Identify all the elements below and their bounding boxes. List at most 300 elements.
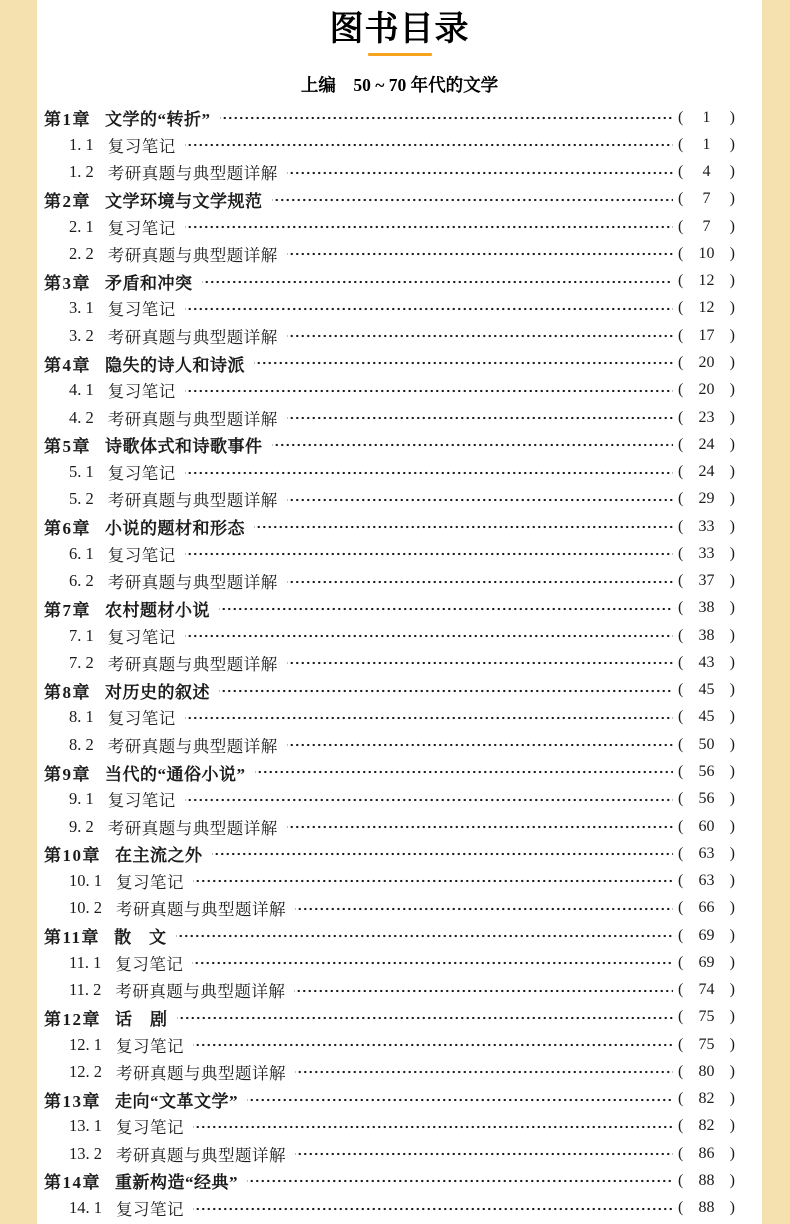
close-paren: ) — [729, 681, 735, 699]
close-paren: ) — [729, 463, 735, 481]
page-number — [678, 218, 735, 236]
toc-row-chapter — [44, 922, 735, 949]
page-number — [678, 681, 735, 699]
left-page-border — [0, 0, 37, 1224]
section-title: 复习笔记 — [116, 1036, 184, 1056]
section-title: 考研真题与典型题详解 — [107, 164, 278, 184]
section-number: 11. 2 — [69, 980, 102, 1000]
section-title: 考研真题与典型题详解 — [116, 900, 286, 920]
page-number — [678, 1145, 735, 1163]
open-paren: ( — [678, 463, 684, 481]
page-value: 45 — [698, 681, 715, 699]
section-number: 3. 2 — [69, 325, 94, 345]
dotted-leader — [193, 1113, 673, 1140]
section-number: 13. 1 — [69, 1116, 102, 1136]
close-paren: ) — [729, 354, 735, 372]
dotted-leader — [247, 1167, 673, 1194]
open-paren: ( — [678, 435, 684, 453]
open-paren: ( — [678, 108, 684, 126]
section-title: 考研真题与典型题详解 — [107, 736, 278, 756]
toc-row-section — [44, 977, 735, 1004]
page-number — [678, 327, 735, 345]
page-number — [678, 954, 735, 972]
page-number — [678, 790, 735, 808]
dotted-leader — [255, 758, 674, 785]
close-paren: ) — [729, 108, 735, 126]
close-paren: ) — [729, 653, 735, 671]
chapter-title: 农村题材小说 — [105, 600, 210, 620]
section-number: 13. 2 — [69, 1143, 102, 1163]
page-value: 23 — [698, 408, 715, 426]
open-paren: ( — [678, 490, 684, 508]
dotted-leader — [212, 840, 674, 867]
section-number: 5. 2 — [69, 489, 94, 509]
open-paren: ( — [678, 817, 684, 835]
toc-row-section — [44, 240, 735, 267]
section-title: 考研真题与典型题详解 — [116, 1145, 286, 1165]
open-paren: ( — [678, 844, 684, 862]
page-value: 43 — [698, 653, 715, 671]
toc-row-chapter — [44, 1167, 735, 1194]
page-number — [678, 763, 735, 781]
dotted-leader — [185, 213, 673, 240]
page-value: 63 — [698, 872, 715, 890]
page-value: 33 — [698, 544, 715, 562]
page-value: 75 — [698, 1008, 715, 1026]
chapter-title: 隐失的诗人和诗派 — [105, 355, 245, 375]
page-number — [678, 899, 735, 917]
page-number — [678, 381, 735, 399]
page-number — [678, 1036, 735, 1054]
section-number: 8. 1 — [69, 707, 94, 727]
chapter-title: 重新构造“经典” — [115, 1173, 238, 1193]
page-number — [678, 872, 735, 890]
page-value: 50 — [698, 735, 715, 753]
section-number: 1. 1 — [69, 134, 94, 154]
dotted-leader — [185, 786, 673, 813]
toc-row-chapter — [44, 513, 735, 540]
page-number — [678, 299, 735, 317]
page-value: 69 — [698, 953, 715, 971]
chapter-title: 话 剧 — [115, 1009, 168, 1029]
page-value: 33 — [698, 517, 715, 535]
section-number: 6. 1 — [69, 543, 94, 563]
chapter-title: 矛盾和冲突 — [105, 273, 193, 293]
open-paren: ( — [678, 599, 684, 617]
page-number — [678, 572, 735, 590]
chapter-number: 第11章 — [44, 928, 101, 948]
dotted-leader — [272, 186, 674, 213]
section-title: 复习笔记 — [107, 218, 176, 238]
section-title: 考研真题与典型题详解 — [107, 818, 278, 838]
dotted-leader — [294, 977, 673, 1004]
page-number — [678, 1008, 735, 1026]
dotted-leader — [287, 486, 673, 513]
chapter-number: 第14章 — [44, 1173, 101, 1193]
toc-row-section — [44, 704, 735, 731]
open-paren: ( — [678, 272, 684, 290]
toc-row-section — [44, 1113, 735, 1140]
table-of-contents — [37, 104, 762, 1222]
open-paren: ( — [678, 326, 684, 344]
toc-row-section — [44, 1195, 735, 1222]
page-value: 74 — [698, 981, 715, 999]
chapter-number: 第4章 — [44, 355, 91, 375]
right-page-border — [762, 0, 790, 1224]
toc-row-chapter — [44, 840, 735, 867]
toc-row-chapter — [44, 1086, 735, 1113]
page-value: 24 — [698, 435, 715, 453]
page-number — [678, 354, 735, 372]
section-title: 考研真题与典型题详解 — [107, 654, 278, 674]
dotted-leader — [185, 622, 673, 649]
page-number — [678, 109, 735, 127]
page-number — [678, 654, 735, 672]
toc-row-section — [44, 949, 735, 976]
page-number — [678, 927, 735, 945]
page-value: 56 — [698, 763, 715, 780]
page-number — [678, 708, 735, 726]
toc-row-section — [44, 322, 735, 349]
open-paren: ( — [678, 217, 684, 235]
section-title: 复习笔记 — [107, 300, 176, 320]
chapter-title: 当代的“通俗小说” — [105, 764, 246, 784]
toc-row-section — [44, 486, 735, 513]
open-paren: ( — [678, 626, 684, 644]
section-number: 4. 1 — [69, 380, 94, 400]
section-number: 14. 1 — [69, 1198, 102, 1218]
close-paren: ) — [729, 272, 735, 290]
toc-row-chapter — [44, 1004, 735, 1031]
section-title: 考研真题与典型题详解 — [115, 982, 286, 1002]
page-number — [678, 1172, 735, 1190]
close-paren: ) — [729, 190, 735, 208]
page-value: 1 — [702, 108, 711, 126]
section-number: 12. 1 — [69, 1034, 102, 1054]
page-number — [678, 599, 735, 617]
open-paren: ( — [678, 408, 684, 426]
chapter-number: 第9章 — [44, 764, 91, 784]
open-paren: ( — [678, 653, 684, 671]
close-paren: ) — [729, 435, 735, 453]
dotted-leader — [193, 1195, 673, 1222]
close-paren: ) — [729, 1090, 735, 1108]
page-number — [678, 545, 735, 563]
page-number — [678, 463, 735, 481]
dotted-leader — [287, 404, 673, 431]
page-value: 82 — [698, 1090, 715, 1108]
open-paren: ( — [678, 763, 684, 780]
close-paren: ) — [729, 926, 735, 944]
page-number — [678, 818, 735, 836]
toc-row-chapter — [44, 595, 735, 622]
dotted-leader — [185, 540, 673, 567]
section-number: 10. 1 — [69, 871, 102, 891]
page-value: 88 — [698, 1171, 715, 1189]
section-number: 9. 1 — [69, 789, 94, 809]
page-value: 1 — [702, 135, 711, 153]
section-number: 3. 1 — [69, 298, 94, 318]
section-title: 复习笔记 — [116, 1200, 184, 1220]
close-paren: ) — [729, 408, 735, 426]
title-underline — [368, 53, 432, 56]
page-number — [678, 490, 735, 508]
toc-row-section — [44, 568, 735, 595]
open-paren: ( — [678, 1171, 684, 1189]
close-paren: ) — [729, 1144, 735, 1162]
page-number — [678, 981, 735, 999]
close-paren: ) — [729, 517, 735, 535]
close-paren: ) — [729, 572, 735, 590]
close-paren: ) — [729, 981, 735, 999]
section-title: 复习笔记 — [107, 382, 176, 402]
dotted-leader — [193, 1031, 673, 1058]
dotted-leader — [254, 513, 673, 540]
page-number — [678, 272, 735, 290]
dotted-leader — [287, 813, 673, 840]
dotted-leader — [287, 240, 673, 267]
close-paren: ) — [729, 544, 735, 562]
page-value: 66 — [698, 899, 715, 917]
dotted-leader — [254, 349, 673, 376]
dotted-leader — [220, 104, 674, 131]
section-title: 复习笔记 — [107, 545, 176, 565]
dotted-leader — [192, 949, 673, 976]
section-number: 5. 1 — [69, 462, 94, 482]
page-number — [678, 1117, 735, 1135]
close-paren: ) — [729, 244, 735, 262]
close-paren: ) — [729, 217, 735, 235]
open-paren: ( — [678, 926, 684, 944]
page-number — [678, 845, 735, 863]
dotted-leader — [219, 595, 673, 622]
section-title: 考研真题与典型题详解 — [116, 1063, 286, 1083]
open-paren: ( — [678, 1035, 684, 1053]
close-paren: ) — [729, 1008, 735, 1026]
close-paren: ) — [729, 163, 735, 181]
section-number: 2. 2 — [69, 243, 94, 263]
toc-row-section — [44, 786, 735, 813]
dotted-leader — [295, 1140, 673, 1167]
page-value: 60 — [698, 817, 715, 835]
page-value: 56 — [698, 790, 715, 808]
toc-row-section — [44, 159, 735, 186]
page-number — [678, 1090, 735, 1108]
page-value: 20 — [698, 354, 715, 372]
open-paren: ( — [678, 135, 684, 153]
toc-row-section — [44, 131, 735, 158]
open-paren: ( — [678, 1144, 684, 1162]
page-value: 38 — [698, 626, 715, 644]
toc-row-section — [44, 377, 735, 404]
section-title: 复习笔记 — [107, 791, 176, 811]
section-title: 考研真题与典型题详解 — [107, 245, 278, 265]
open-paren: ( — [678, 1090, 684, 1108]
open-paren: ( — [678, 953, 684, 971]
close-paren: ) — [729, 135, 735, 153]
open-paren: ( — [678, 299, 684, 317]
close-paren: ) — [729, 844, 735, 862]
dotted-leader — [295, 895, 673, 922]
section-number: 7. 2 — [69, 652, 94, 672]
page-value: 38 — [698, 599, 715, 617]
toc-row-section — [44, 867, 735, 894]
toc-row-chapter — [44, 677, 735, 704]
chapter-number: 第8章 — [44, 682, 91, 702]
page-value: 12 — [698, 299, 715, 317]
close-paren: ) — [729, 1171, 735, 1189]
page-value: 7 — [702, 217, 711, 235]
dotted-leader — [185, 131, 673, 158]
open-paren: ( — [678, 572, 684, 590]
section-number: 4. 2 — [69, 407, 94, 427]
chapter-number: 第6章 — [44, 519, 91, 539]
section-title: 考研真题与典型题详解 — [107, 573, 278, 593]
dotted-leader — [185, 458, 673, 485]
section-number: 12. 2 — [69, 1061, 102, 1081]
chapter-number: 第2章 — [44, 191, 91, 211]
toc-row-section — [44, 1140, 735, 1167]
page-value: 69 — [698, 926, 715, 944]
close-paren: ) — [729, 735, 735, 753]
page-value: 88 — [698, 1199, 715, 1217]
close-paren: ) — [729, 899, 735, 917]
close-paren: ) — [729, 817, 735, 835]
section-title: 复习笔记 — [115, 954, 184, 974]
open-paren: ( — [678, 354, 684, 372]
toc-row-chapter — [44, 349, 735, 376]
open-paren: ( — [678, 708, 684, 726]
chapter-title: 文学环境与文学规范 — [105, 191, 263, 211]
section-title: 复习笔记 — [107, 627, 176, 647]
chapter-number: 第5章 — [44, 437, 91, 457]
close-paren: ) — [729, 490, 735, 508]
chapter-number: 第10章 — [44, 846, 101, 866]
open-paren: ( — [678, 1199, 684, 1217]
open-paren: ( — [678, 517, 684, 535]
toc-row-chapter — [44, 431, 735, 458]
chapter-number: 第12章 — [44, 1009, 101, 1029]
section-number: 10. 2 — [69, 898, 102, 918]
dotted-leader — [185, 295, 673, 322]
dotted-leader — [176, 922, 673, 949]
section-title: 考研真题与典型题详解 — [107, 409, 278, 429]
dotted-leader — [177, 1004, 674, 1031]
open-paren: ( — [678, 681, 684, 699]
dotted-leader — [193, 867, 673, 894]
page-value: 12 — [698, 272, 715, 290]
dotted-leader — [202, 268, 674, 295]
page-number — [678, 1063, 735, 1081]
page-number — [678, 518, 735, 536]
chapter-title: 小说的题材和形态 — [105, 519, 245, 539]
section-number: 8. 2 — [69, 734, 94, 754]
dotted-leader — [185, 704, 673, 731]
close-paren: ) — [729, 708, 735, 726]
close-paren: ) — [729, 790, 735, 808]
toc-row-section — [44, 649, 735, 676]
chapter-number: 第13章 — [44, 1091, 101, 1111]
toc-row-chapter — [44, 104, 735, 131]
page-number — [678, 627, 735, 645]
page-value: 82 — [698, 1117, 715, 1135]
close-paren: ) — [729, 326, 735, 344]
dotted-leader — [287, 649, 673, 676]
page-value: 17 — [698, 326, 715, 344]
toc-row-section — [44, 213, 735, 240]
page-value: 20 — [698, 381, 715, 399]
section-number: 7. 1 — [69, 625, 94, 645]
open-paren: ( — [678, 735, 684, 753]
close-paren: ) — [729, 1199, 735, 1217]
section-title: 考研真题与典型题详解 — [107, 491, 278, 511]
toc-row-section — [44, 895, 735, 922]
toc-row-chapter — [44, 186, 735, 213]
dotted-leader — [272, 431, 674, 458]
section-title: 复习笔记 — [116, 1118, 184, 1138]
close-paren: ) — [729, 599, 735, 617]
dotted-leader — [287, 568, 673, 595]
open-paren: ( — [678, 1062, 684, 1080]
open-paren: ( — [678, 790, 684, 808]
section-title: 复习笔记 — [116, 873, 184, 893]
dotted-leader — [247, 1086, 673, 1113]
page-value: 37 — [698, 572, 715, 590]
dotted-leader — [219, 677, 673, 704]
dotted-leader — [287, 731, 673, 758]
open-paren: ( — [678, 1117, 684, 1135]
page-number — [678, 436, 735, 454]
open-paren: ( — [678, 544, 684, 562]
section-title: 复习笔记 — [107, 709, 176, 729]
open-paren: ( — [678, 190, 684, 208]
close-paren: ) — [729, 872, 735, 890]
page-number — [678, 1199, 735, 1217]
chapter-title: 对历史的叙述 — [105, 682, 210, 702]
section-title: 复习笔记 — [107, 464, 176, 484]
open-paren: ( — [678, 381, 684, 399]
toc-row-section — [44, 813, 735, 840]
chapter-number: 第3章 — [44, 273, 91, 293]
page-number — [678, 409, 735, 427]
page-value: 24 — [698, 463, 715, 481]
chapter-title: 在主流之外 — [115, 846, 203, 866]
dotted-leader — [287, 322, 673, 349]
toc-row-section — [44, 295, 735, 322]
close-paren: ) — [729, 381, 735, 399]
section-number: 6. 2 — [69, 571, 94, 591]
page-title: 图书目录 — [329, 10, 470, 48]
open-paren: ( — [678, 899, 684, 917]
page-value: 75 — [698, 1035, 715, 1053]
section-number: 9. 2 — [69, 816, 94, 836]
dotted-leader — [185, 377, 673, 404]
page-value: 29 — [698, 490, 715, 508]
chapter-title: 走向“文革文学” — [115, 1091, 238, 1111]
dotted-leader — [295, 1058, 673, 1085]
page-value: 7 — [702, 190, 711, 208]
chapter-title: 散 文 — [114, 928, 167, 948]
close-paren: ) — [729, 1035, 735, 1053]
close-paren: ) — [729, 1117, 735, 1135]
open-paren: ( — [678, 163, 684, 181]
toc-row-section — [44, 1031, 735, 1058]
page-value: 45 — [698, 708, 715, 726]
toc-row-section — [44, 731, 735, 758]
chapter-title: 诗歌体式和诗歌事件 — [105, 437, 263, 457]
open-paren: ( — [678, 244, 684, 262]
open-paren: ( — [678, 1008, 684, 1026]
